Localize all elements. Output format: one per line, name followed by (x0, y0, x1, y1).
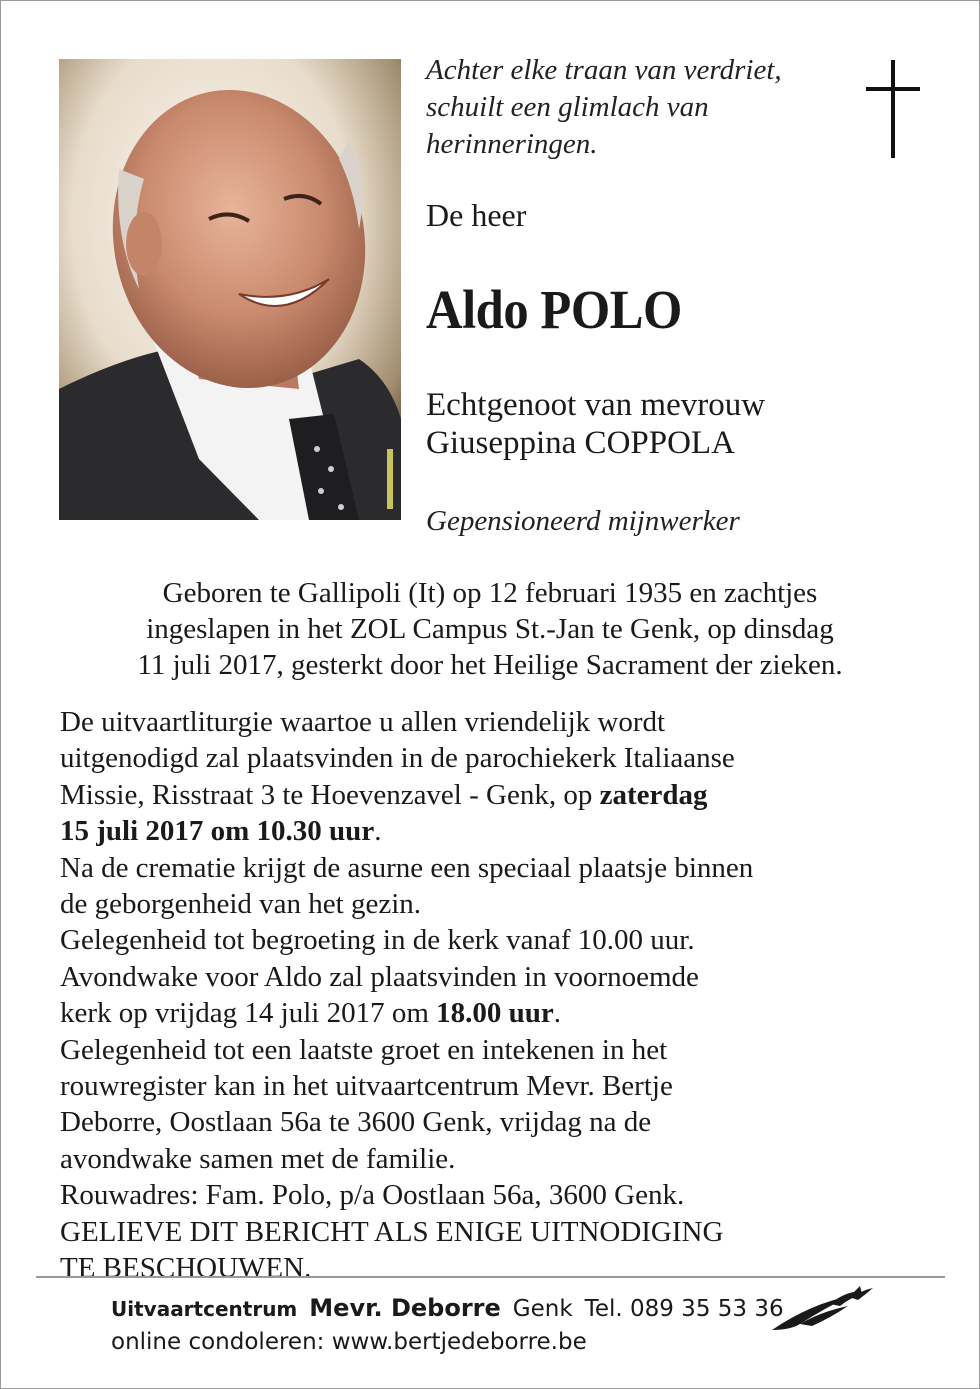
cremation-line: Na de crematie krijgt de asurne een speciaal plaatsje binnen (60, 851, 754, 884)
quote-line: schuilt een glimlach van (426, 91, 709, 123)
ceremony-day: zaterdag (599, 778, 708, 811)
vigil-time: 18.00 uur (436, 997, 554, 1030)
portrait-photo (59, 59, 401, 520)
cross-icon (863, 60, 923, 160)
greeting-line: Gelegenheid tot begroeting in de kerk vanaf 10.00 uur. (60, 924, 695, 957)
spouse-line: Echtgenoot van mevrouw (426, 387, 766, 423)
funeral-home-info (111, 1290, 784, 1327)
deceased-name: Aldo POLO (426, 279, 682, 340)
quote-line: herinneringen. (426, 128, 598, 160)
memorial-quote (426, 52, 846, 163)
spouse-info (426, 386, 765, 462)
register-line: rouwregister kan in het uitvaartcentrum Mevr. Bertje (60, 1070, 673, 1103)
ceremony-line: De uitvaartliturgie waartoe u allen vriendelijk wordt (60, 706, 666, 738)
footer-divider (36, 1276, 945, 1278)
profession: Gepensioneerd mijnwerker (426, 505, 740, 537)
salutation: De heer (426, 197, 527, 233)
vigil-line: Avondwake voor Aldo zal plaatsvinden in voornoemde (60, 960, 699, 993)
mourning-address: Rouwadres: Fam. Polo, p/a Oostlaan 56a, 3600 Genk. (60, 1179, 685, 1212)
vigil-line: kerk op vrijdag 14 juli 2017 om 18.00 uur. (60, 997, 562, 1030)
notice-line: TE BESCHOUWEN. (60, 1252, 312, 1285)
org-city: Genk (512, 1296, 573, 1322)
birth-death-text (50, 575, 930, 683)
cremation-line: de geborgenheid van het gezin. (60, 888, 422, 921)
org-phone: Tel. 089 35 53 36 (584, 1296, 784, 1322)
org-prefix: Uitvaartcentrum (111, 1297, 298, 1321)
register-line: Deborre, Oostlaan 56a te 3600 Genk, vrijdag na de (60, 1106, 652, 1139)
birth-line: ingeslapen in het ZOL Campus St.-Jan te Genk, op dinsdag (146, 613, 834, 645)
ceremony-line: 15 juli 2017 om 10.30 uur. (60, 815, 382, 848)
ceremony-line: Missie, Risstraat 3 te Hoevenzavel - Genk, op zaterdag (60, 778, 708, 811)
birds-logo-icon (770, 1284, 875, 1336)
birth-line: 11 juli 2017, gesterkt door het Heilige Sacrament der zieken. (137, 649, 843, 681)
register-line: avondwake samen met de familie. (60, 1142, 456, 1175)
online-condolence: online condoleren: www.bertjedeborre.be (111, 1329, 587, 1355)
org-name: Mevr. Deborre (309, 1294, 501, 1322)
ceremony-line: uitgenodigd zal plaatsvinden in de parochiekerk Italiaanse (60, 742, 735, 775)
notice-line: GELIEVE DIT BERICHT ALS ENIGE UITNODIGING (60, 1215, 724, 1248)
register-line: Gelegenheid tot een laatste groet en intekenen in het (60, 1033, 668, 1066)
spouse-line: Giuseppina COPPOLA (426, 425, 735, 461)
ceremony-datetime: 15 juli 2017 om 10.30 uur (60, 815, 375, 848)
birth-line: Geboren te Gallipoli (It) op 12 februari 1935 en zachtjes (162, 577, 818, 609)
funeral-details (60, 704, 930, 1287)
quote-line: Achter elke traan van verdriet, (426, 54, 782, 86)
